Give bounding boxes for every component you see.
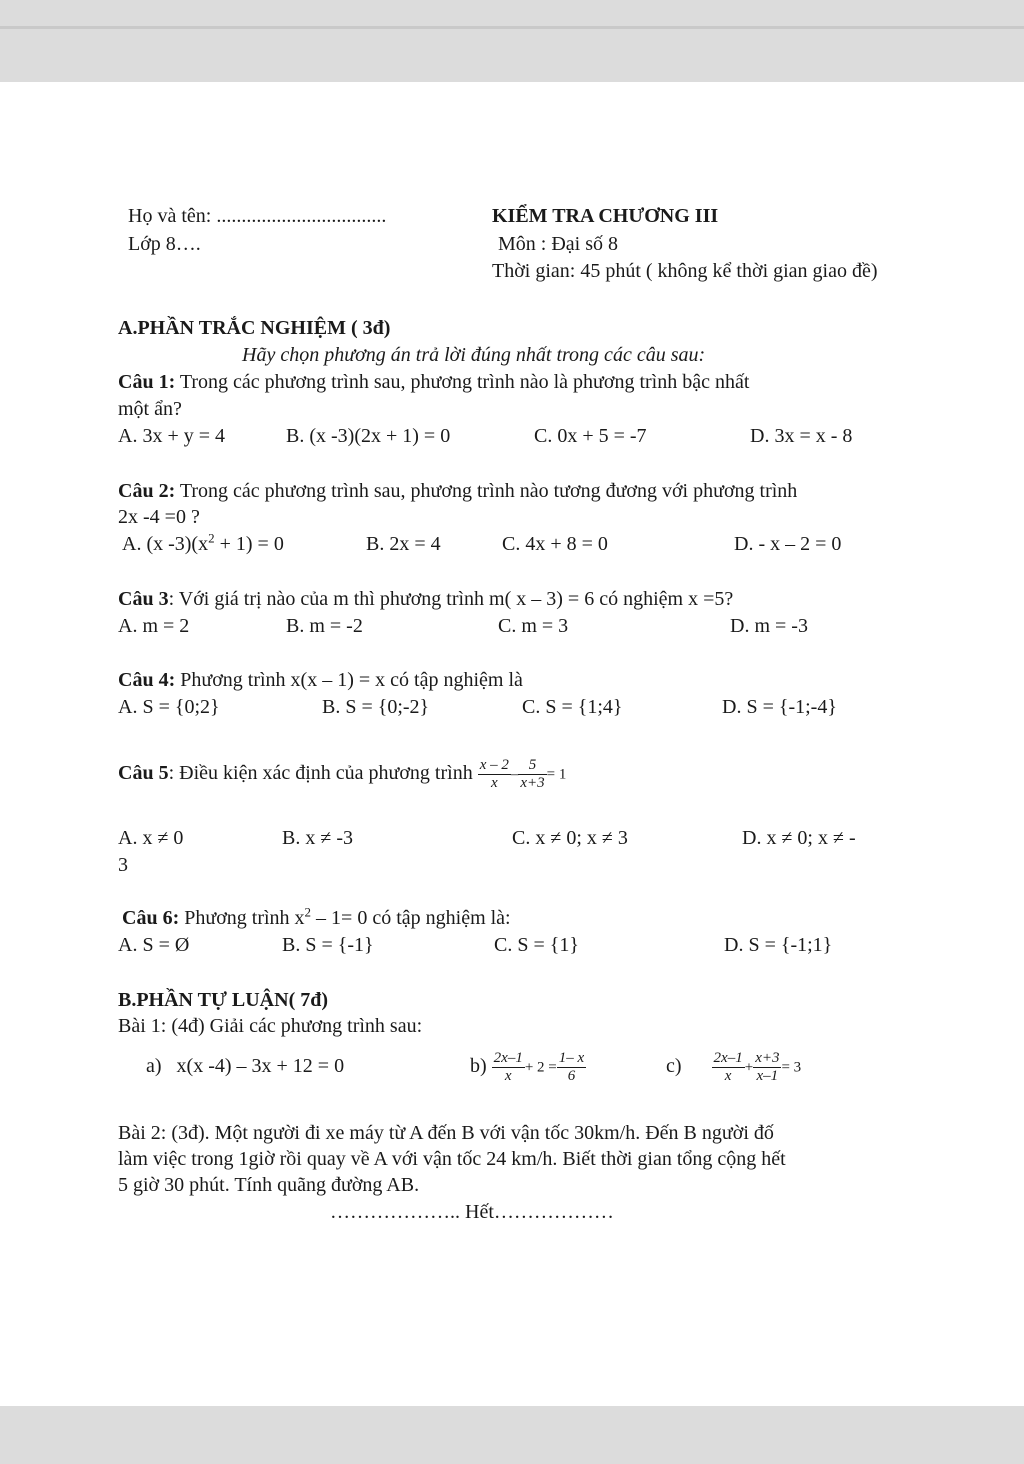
question-1: Câu 1: Trong các phương trình sau, phương trình nào là phương trình bậc nhất (118, 371, 750, 393)
exercise-1a: a) x(x -4) – 3x + 12 = 0 (146, 1055, 345, 1077)
q3-option-b: B. m = -2 (286, 615, 363, 637)
top-gray-band (0, 0, 1024, 82)
q4-option-b: B. S = {0;-2} (322, 696, 430, 718)
exercise-2-line-2: làm việc trong 1giờ rồi quay về A với vận tốc 24 km/h. Biết thời gian tổng cộng hết (118, 1148, 786, 1170)
q5-fraction-2: $\frac{5}{x+3}$ (520, 756, 545, 791)
q5-option-b: B. x ≠ -3 (282, 827, 353, 849)
q2-option-a: A. (x $-3)(x^2 + 1) = 0$ (122, 530, 284, 555)
end-marker: ……………….. Hết……………… (330, 1201, 614, 1223)
class-label: Lớp 8…. (128, 233, 201, 255)
c-fraction-1: $\frac{2x-1}{x}$ (713, 1049, 743, 1084)
question-3: Câu 3: Với giá trị nào của m thì phương trình m( x – 3) = 6 có nghiệm x =5? (118, 588, 734, 610)
exercise-2-line-1: Bài 2: (3đ). Một người đi xe máy từ A đến B với vận tốc 30km/h. Đến B người đố (118, 1122, 774, 1144)
q4-option-d: D. S = {-1;-4} (722, 696, 837, 718)
exercise-1b: b) $\frac{2x-1}{x}$ + 2 = $\frac{1- x}{6}$ (470, 1049, 585, 1084)
q2-option-c: C. 4x + 8 = 0 (502, 533, 608, 555)
q4-option-a: A. S = {0;2} (118, 696, 220, 718)
q5-option-d: D. x ≠ 0; x ≠ - (742, 827, 856, 849)
q5-option-c: C. x ≠ 0; x ≠ 3 (512, 827, 628, 849)
question-5: Câu 5: Điều kiện xác định của phương trình $\frac{x - 2}{x}$ – $\frac{5}{x+3}$ = 1 (118, 756, 567, 791)
q6-option-d: D. S = {-1;1} (724, 934, 833, 956)
q2-option-b: B. 2x = 4 (366, 533, 441, 555)
part-a-heading: A.PHẦN TRẮC NGHIỆM ( 3đ) (118, 317, 391, 339)
q3-option-d: D. m = -3 (730, 615, 808, 637)
q4-option-c: C. S = {1;4} (522, 696, 623, 718)
question-4: Câu 4: Phương trình x(x – 1) = x có tập nghiệm là (118, 669, 523, 691)
q6-option-a: A. S = Ø (118, 934, 190, 956)
q2-option-d: D. - x – 2 = 0 (734, 533, 842, 555)
q3-option-c: C. m = 3 (498, 615, 569, 637)
q6-option-b: B. S = {-1} (282, 934, 374, 956)
time-line: Thời gian: 45 phút ( không kể thời gian giao đề) (492, 260, 878, 282)
subject-line: Môn : Đại số 8 (498, 233, 618, 255)
b-fraction-2: $\frac{1- x}{6}$ (558, 1049, 585, 1084)
part-a-instruction: Hãy chọn phương án trả lời đúng nhất trong các câu sau: (242, 344, 706, 366)
q3-option-a: A. m = 2 (118, 615, 190, 637)
b-fraction-1: $\frac{2x-1}{x}$ (493, 1049, 523, 1084)
q5-option-a: A. x ≠ 0 (118, 827, 184, 849)
q1-option-a: A. 3x + y = 4 (118, 425, 226, 447)
q1-option-c: C. 0x + 5 = -7 (534, 425, 647, 447)
exercise-1: Bài 1: (4đ) Giải các phương trình sau: (118, 1015, 423, 1037)
q5-fraction-1: $\frac{x - 2}{x}$ (479, 756, 509, 791)
exercise-2-line-3: 5 giờ 30 phút. Tính quãng đường AB. (118, 1174, 420, 1196)
q5-option-d-cont: 3 (118, 854, 128, 876)
q1-option-d: D. 3x = x - 8 (750, 425, 853, 447)
student-name-line: Họ và tên: .................................. (128, 205, 387, 227)
question-2: Câu 2: Trong các phương trình sau, phương trình nào tương đương với phương trình (118, 480, 798, 502)
question-6: Câu 6: Phương trình $x^2 - 1= 0$ có tập nghiệm là: (122, 904, 511, 929)
question-2-cont: 2x -4 =0 ? (118, 506, 200, 528)
part-b-heading: B.PHẦN TỰ LUẬN( 7đ) (118, 989, 329, 1011)
exam-title: KIỂM TRA CHƯƠNG III (492, 205, 719, 227)
question-1-cont: một ẩn? (118, 398, 182, 420)
bottom-gray-band (0, 1406, 1024, 1464)
top-edge-line (0, 26, 1024, 29)
q6-option-c: C. S = {1} (494, 934, 579, 956)
exercise-1c: c) $\frac{2x-1}{x}$ + $\frac{x+3}{x-1}$ = 3 (666, 1049, 802, 1084)
c-fraction-2: $\frac{x+3}{x-1}$ (755, 1049, 780, 1084)
q1-option-b: B. (x -3)(2x + 1) = 0 (286, 425, 451, 447)
